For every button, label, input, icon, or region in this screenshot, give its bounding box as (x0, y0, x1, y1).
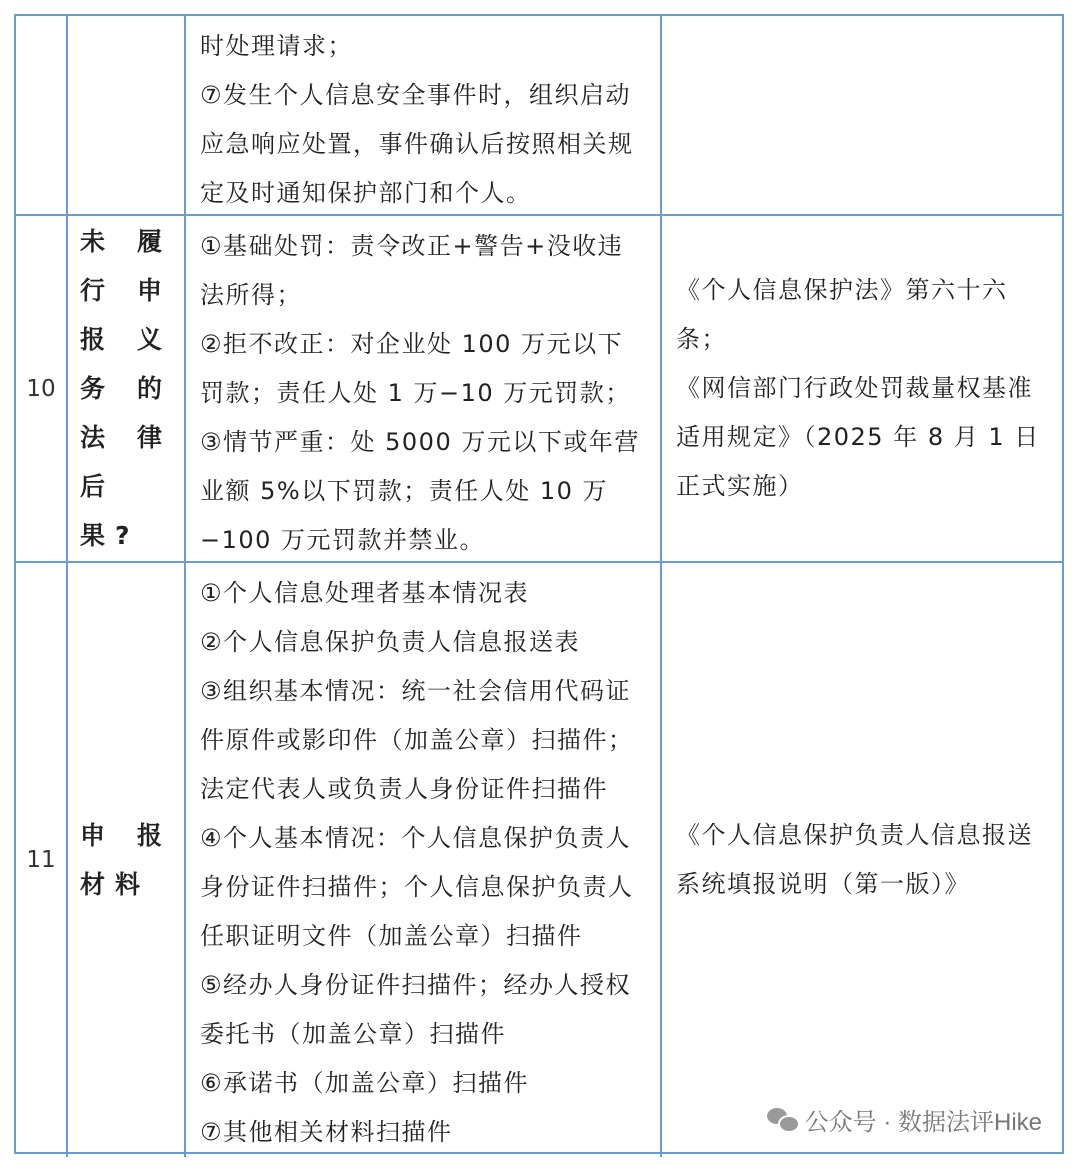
content-line: ②拒不改正：对企业处 100 万元以下罚款；责任人处 1 万−10 万元罚款； (200, 330, 631, 407)
watermark-text: 公众号 · 数据法评Hike (804, 1109, 1042, 1136)
row-number: 11 (16, 563, 68, 1157)
regulation-table (14, 14, 1064, 1154)
row-number: 10 (16, 216, 68, 563)
content-line: ③组织基本情况：统一社会信用代码证件原件或影印件（加盖公章）扫描件；法定代表人或负责人身份证件扫描件 (200, 677, 634, 803)
content-line: ⑥承诺书（加盖公章）扫描件 (200, 1069, 530, 1097)
row-content (186, 563, 662, 1157)
content-line: ③情节严重：处 5000 万元以下或年营业额 5%以下罚款；责任人处 10 万−100 万元罚款并禁业。 (200, 428, 640, 554)
row-title: 未履行申报义务的法律后果? (68, 216, 186, 563)
row-legal-basis (662, 216, 1062, 563)
content-line: ⑦其他相关材料扫描件 (200, 1118, 453, 1146)
content-line: ②个人信息保护负责人信息报送表 (200, 628, 581, 656)
row-content (186, 16, 662, 216)
row-title: 申报材料 (68, 563, 186, 1157)
watermark (767, 1102, 1042, 1137)
wechat-icon (767, 1108, 797, 1132)
row-title (68, 16, 186, 216)
row-legal-basis (662, 563, 1062, 1157)
content-line: ⑤经办人身份证件扫描件；经办人授权委托书（加盖公章）扫描件 (200, 971, 632, 1048)
basis-line: 《个人信息保护法》第六十六条； (676, 276, 1008, 353)
content-line: ①基础处罚：责令改正+警告+没收违法所得； (200, 232, 624, 309)
content-line: ④个人基本情况：个人信息保护负责人身份证件扫描件；个人信息保护负责人任职证明文件（加盖公章）扫描件 (200, 824, 634, 950)
content-line: ①个人信息处理者基本情况表 (200, 579, 530, 607)
basis-line: 《个人信息保护负责人信息报送系统填报说明（第一版）》 (676, 821, 1033, 898)
content-line: ⑦发生个人信息安全事件时，组织启动应急响应处置，事件确认后按照相关规定及时通知保护部门和个人。 (200, 81, 634, 207)
row-content (186, 216, 662, 563)
row-legal-basis (662, 16, 1062, 216)
basis-line: 《网信部门行政处罚裁量权基准适用规定》（2025 年 8 月 1 日正式实施） (676, 374, 1040, 500)
row-number (16, 16, 68, 216)
content-line: 时处理请求； (200, 32, 353, 60)
